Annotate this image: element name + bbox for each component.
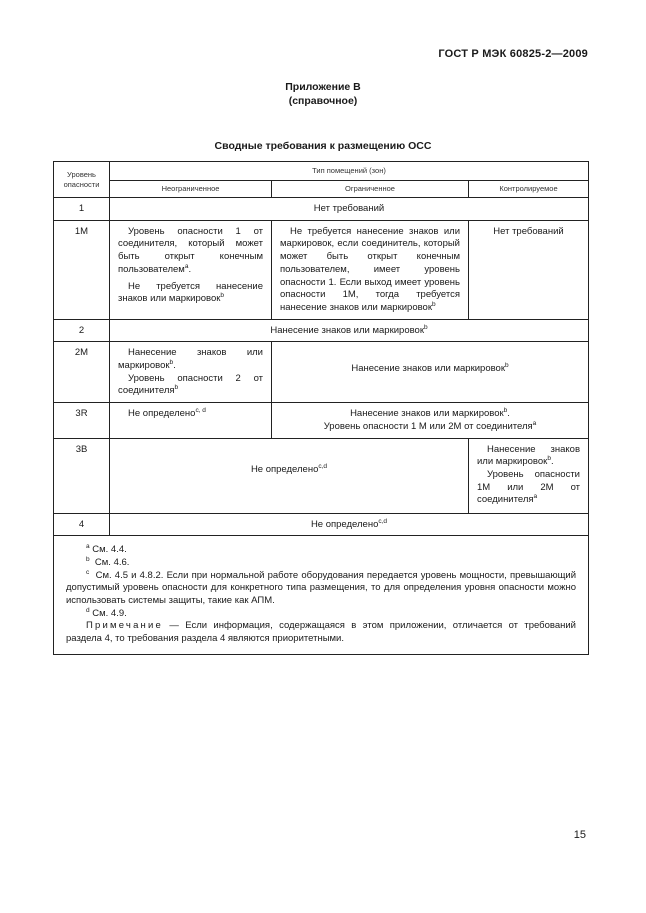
requirement-cell: Не определено$^{c,d}$: [110, 513, 589, 536]
level-cell: 3В: [54, 438, 110, 513]
level-cell: 1: [54, 198, 110, 221]
footnotes-row: [54, 536, 589, 655]
page-number: 15: [573, 829, 586, 841]
table-row: [54, 438, 589, 513]
header-controlled: Контролируемое: [469, 181, 589, 198]
table-title: Сводные требования к размещению ОСС: [214, 140, 432, 152]
note-label: Примечание: [86, 620, 163, 632]
unrestricted-cell: Нанесение знаков или маркировок$^b$. Уровень опасности 2 от соединителя$^b$: [110, 342, 272, 403]
document-code: ГОСТ Р МЭК 60825-2—2009: [438, 48, 588, 60]
footnote-a: $^a$ См. 4.4.: [86, 543, 127, 556]
note: Примечание — Если информация, содержащаяся в этом приложении, отличается от требований раздела 4, то требования раздела 4 являются приоритетными.: [66, 620, 576, 645]
appendix-subtitle: (справочное): [288, 95, 358, 107]
footnote-d: $^d$ См. 4.9.: [86, 606, 127, 619]
controlled-cell: Нет требований: [469, 220, 589, 319]
header-unrestricted: Неограниченное: [110, 181, 272, 198]
appendix-title: Приложение В: [285, 81, 361, 93]
table-row: [54, 198, 589, 221]
level-cell: 2: [54, 319, 110, 342]
footnote-c: $^c$ См. 4.5 и 4.8.2. Если при нормальной работе оборудования передается уровень мощности, превышающий допустимый уровень опасности для конкретного типа размещения, то для определения уровня опасности можно использовать системы защиты, такие как АПМ.: [66, 568, 577, 607]
level-cell: 3R: [54, 403, 110, 438]
restricted-controlled-cell: Нанесение знаков или маркировок$^b$. Уровень опасности 1 М или 2М от соединителя$^a$: [272, 403, 589, 438]
footnote-b: $^b$ См. 4.6.: [86, 555, 130, 568]
table-row: [54, 319, 589, 342]
restricted-cell: Не требуется нанесение знаков или маркировок, если соединитель, который может быть открыт конечным пользователем, имеет уровень опасности 1. Если выход имеет уровень опасности 1М, тогда требуется нанесение знаков или маркировок$^b$: [272, 220, 469, 319]
header-level: Уровень опасности: [54, 162, 110, 198]
requirements-table: [53, 161, 589, 655]
requirement-cell: Нет требований: [110, 198, 589, 221]
table-row: [54, 403, 589, 438]
controlled-cell: Нанесение знаков или маркировок$^b$. Уровень опасности 1М или 2М от соединителя$^a$: [469, 438, 589, 513]
header-restricted: Ограниченное: [272, 181, 469, 198]
level-cell: 1М: [54, 220, 110, 319]
table-header-row: [54, 162, 589, 181]
table-subheader-row: [54, 181, 589, 198]
footnotes-cell: [54, 536, 589, 655]
restricted-controlled-cell: Нанесение знаков или маркировок$^b$: [272, 342, 589, 403]
unrestricted-restricted-cell: Не определено$^{c,d}$: [110, 438, 469, 513]
header-room-type: Тип помещений (зон): [110, 162, 589, 181]
appendix-heading: [0, 80, 646, 108]
unrestricted-cell: Уровень опасности 1 от соединителя, который может быть открыт конечным пользователем$^a$. Не требуется нанесение знаков или маркировок$^b$: [110, 220, 272, 319]
level-cell: 2М: [54, 342, 110, 403]
requirement-cell: Нанесение знаков или маркировок$^b$: [110, 319, 589, 342]
level-cell: 4: [54, 513, 110, 536]
unrestricted-cell: Не определено$^{c, d}$: [110, 403, 272, 438]
table-row: [54, 342, 589, 403]
table-row: [54, 513, 589, 536]
table-row: [54, 220, 589, 319]
